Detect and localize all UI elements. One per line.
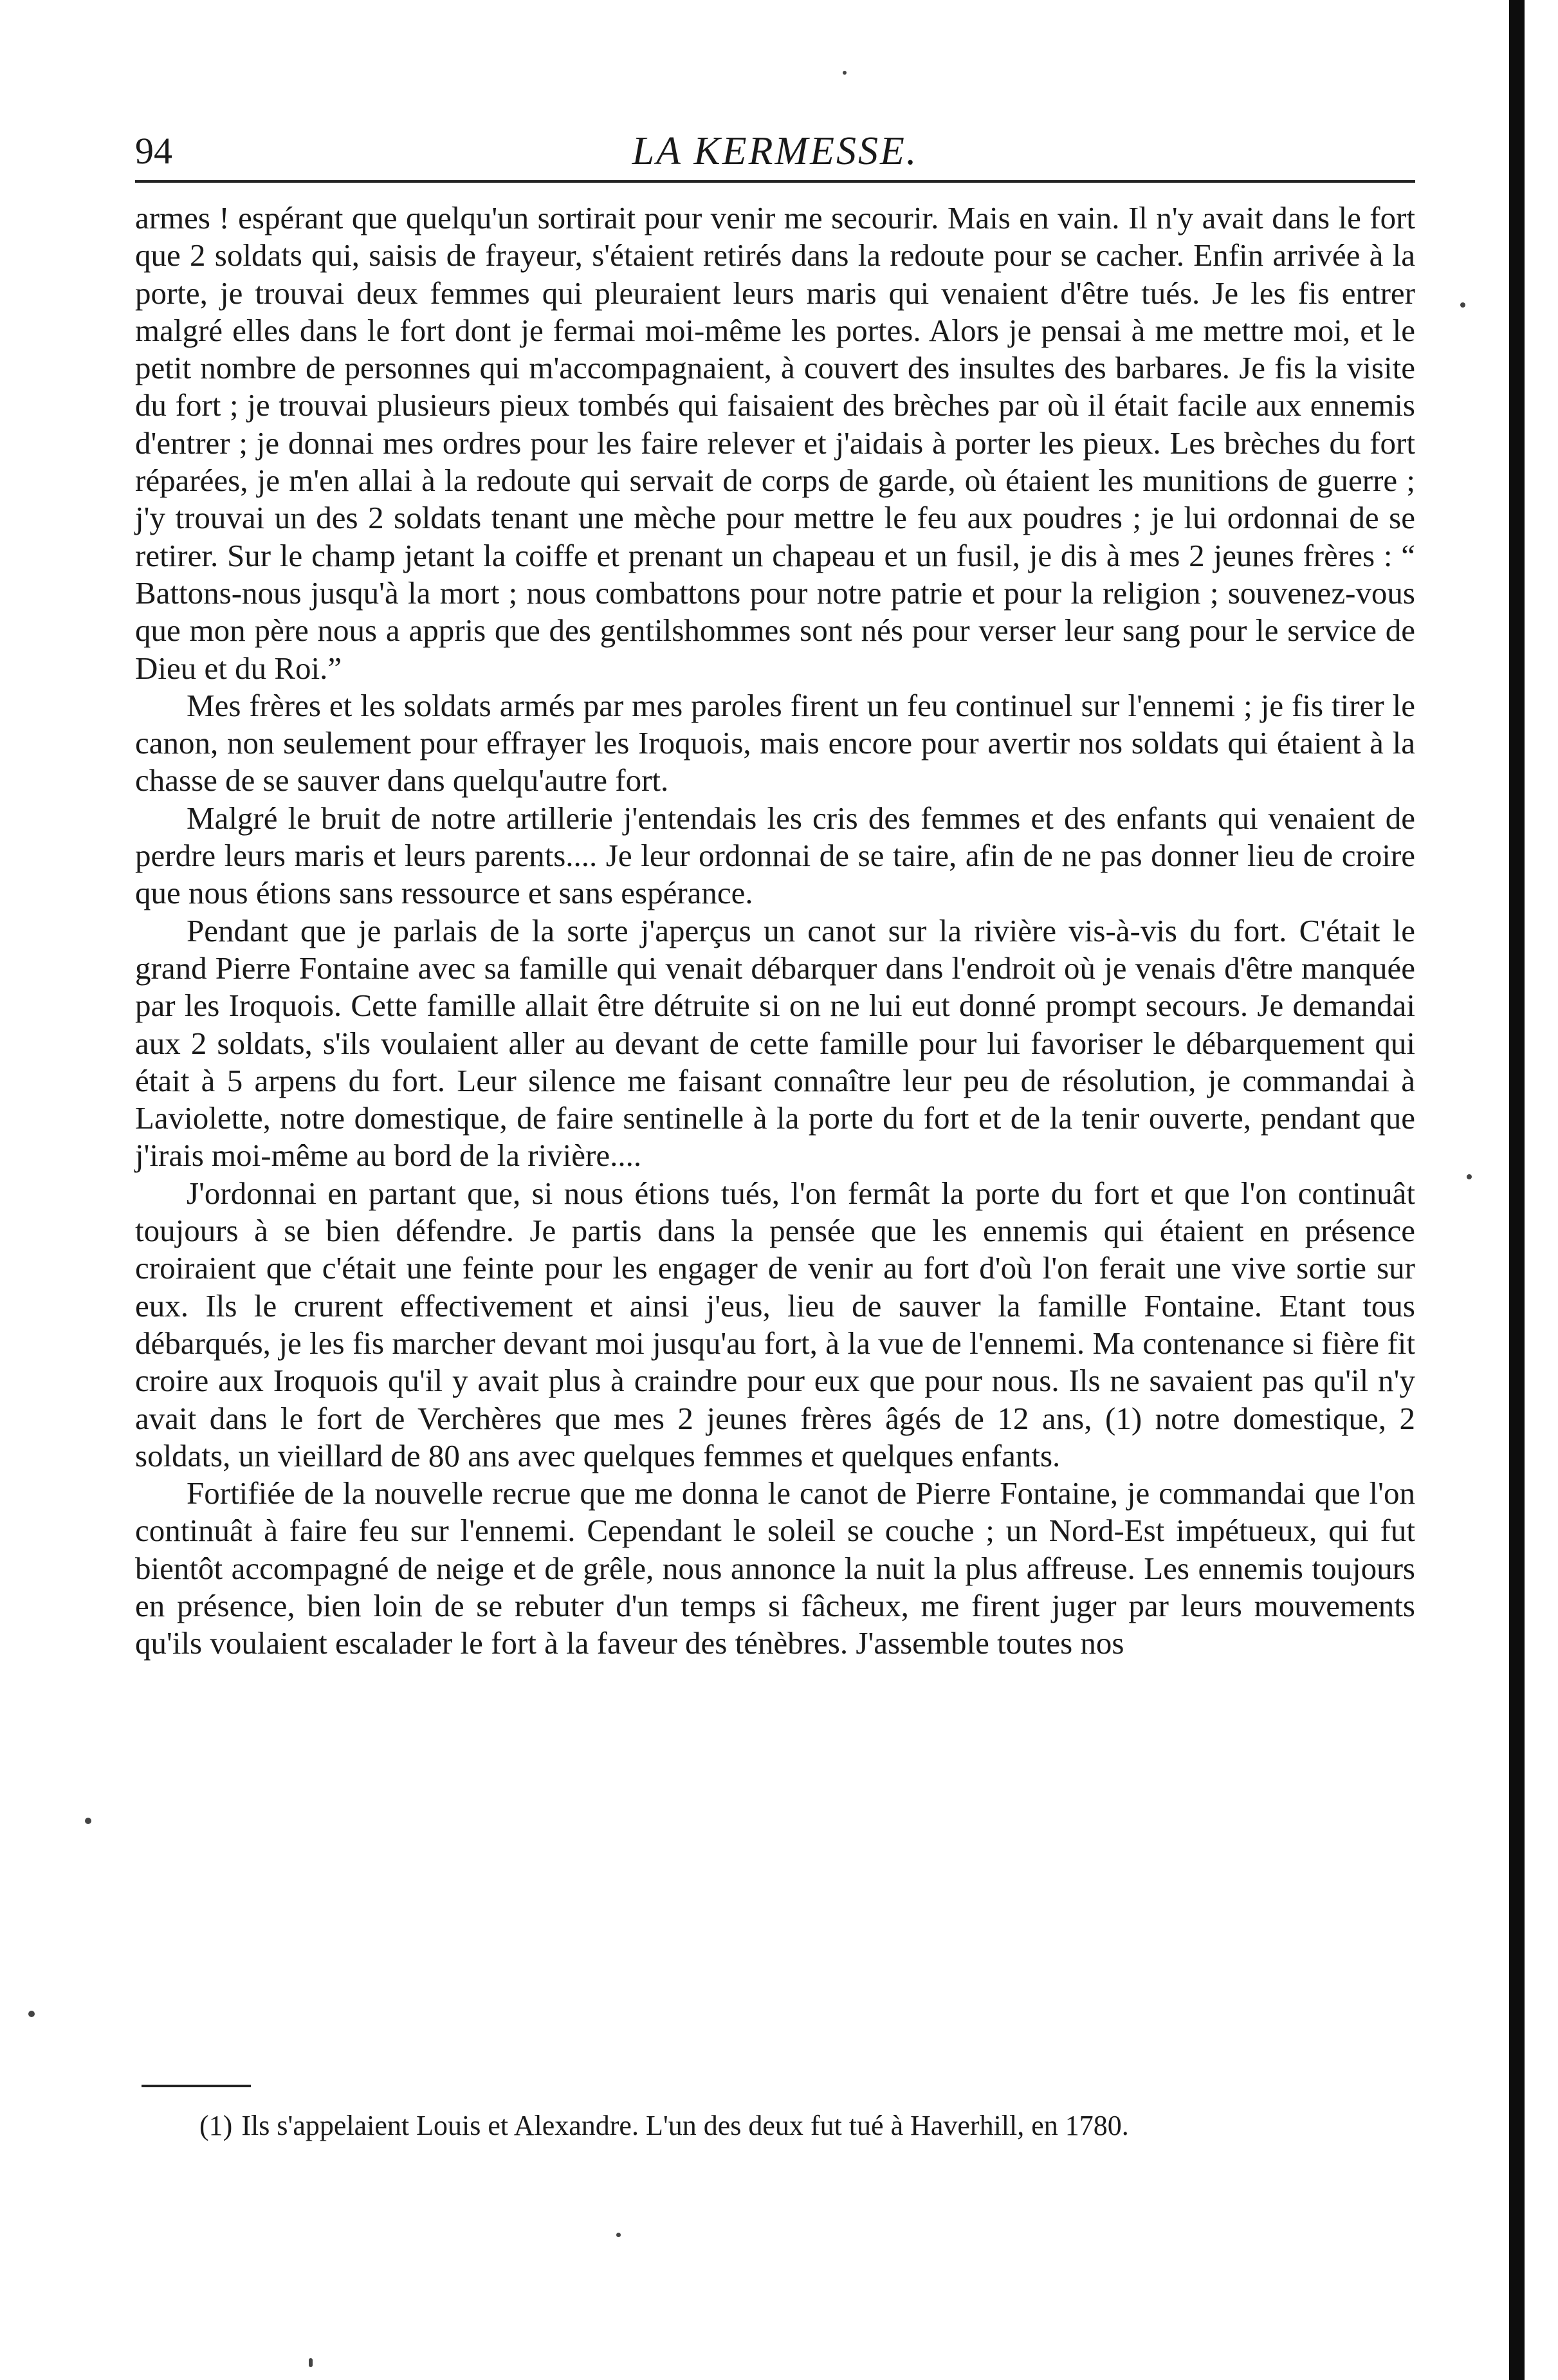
scan-edge-bar [1509, 0, 1525, 2380]
running-title: LA KERMESSE. [632, 129, 919, 173]
scan-speck [85, 1818, 91, 1824]
scan-speck [1460, 302, 1465, 308]
paragraph: Fortifiée de la nouvelle recrue que me donna le canot de Pierre Fontaine, je commandai que l'on continuât à faire feu sur l'ennemi. Cependant le soleil se couche ; un Nord-Est impétueux, qui fut bientôt accompagné de neige et de grêle, nous annonce la nuit la plus affreuse. Les ennemis toujours en présence, bien loin de se rebuter d'un temps si fâcheux, me firent juger par leurs mouvements qu'ils voulaient escalader le fort à la faveur des ténèbres. J'assemble toutes nos [135, 1475, 1415, 1661]
footnote [199, 2107, 1415, 2145]
scan-speck [843, 71, 847, 75]
scan-speck [616, 2233, 621, 2237]
scan-speck [309, 2358, 313, 2367]
page-number: 94 [135, 130, 172, 172]
footnote-text: Ils s'appelaient Louis et Alexandre. L'un des deux fut tué à Haverhill, en 1780. [241, 2110, 1129, 2141]
paragraph: J'ordonnai en partant que, si nous étions tués, l'on fermât la porte du fort et que l'on continuât toujours à se bien défendre. Je partis dans la pensée que les ennemis qui étaient en présence croiraient que c'était une feinte pour les engager de venir au fort d'où l'on ferait une vive sortie sur eux. Ils le crurent effectivement et ainsi j'eus, lieu de sauver la famille Fontaine. Etant tous débarqués, je les fis marcher devant moi jusqu'au fort, à la vue de l'ennemi. Ma contenance si fière fit croire aux Iroquois qu'il y avait plus à craindre pour eux que pour nous. Ils ne savaient pas qu'il n'y avait dans le fort de Verchères que mes 2 jeunes frères âgés de 12 ans, (1) notre domestique, 2 soldats, un vieillard de 80 ans avec quelques femmes et quelques enfants. [135, 1175, 1415, 1473]
paragraph: armes ! espérant que quelqu'un sortirait pour venir me secourir. Mais en vain. Il n'y avait dans le fort que 2 soldats qui, saisis de frayeur, s'étaient retirés dans la redoute pour se cacher. Enfin arrivée à la porte, je trouvai deux femmes qui pleuraient leurs maris qui venaient d'être tués. Je les fis entrer malgré elles dans le fort dont je fermai moi-même les portes. Alors je pensai à me mettre moi, et le petit nombre de personnes qui m'accompagnaient, à couvert des insultes des barbares. Je fis la visite du fort ; je trouvai plusieurs pieux tombés qui faisaient des brèches par où il était facile aux ennemis d'entrer ; je donnai mes ordres pour les faire relever et j'aidais à porter les pieux. Les brèches du fort réparées, je m'en allai à la redoute qui servait de corps de garde, où étaient les munitions de guerre ; j'y trouvai un des 2 soldats tenant une mèche pour mettre le feu aux poudres ; je lui ordonnai de se retirer. Sur le champ jetant la coiffe et prenant un chapeau et un fusil, je dis à mes 2 jeunes frères : “ Battons-nous jusqu'à la mort ; nous combattons pour notre patrie et pour la religion ; souvenez-vous que mon père nous a appris que des gentilshommes sont nés pour verser leur sang pour le service de Dieu et du Roi.” [135, 200, 1415, 686]
footnote-marker: (1) [199, 2110, 233, 2141]
paragraph: Mes frères et les soldats armés par mes paroles firent un feu continuel sur l'ennemi ; je fis tirer le canon, non seulement pour effrayer les Iroquois, mais encore pour avertir nos soldats qui étaient à la chasse de se sauver dans quelqu'autre fort. [135, 687, 1415, 798]
paragraph: Malgré le bruit de notre artillerie j'entendais les cris des femmes et des enfants qui venaient de perdre leurs maris et leurs parents.... Je leur ordonnai de se taire, afin de ne pas donner lieu de croire que nous étions sans ressource et sans espérance. [135, 800, 1415, 911]
body-text [135, 199, 1415, 1663]
page-header [135, 122, 1415, 180]
header-rule [135, 180, 1415, 183]
footnote-rule [142, 2085, 251, 2087]
scan-speck [28, 2011, 35, 2017]
paragraph: Pendant que je parlais de la sorte j'aperçus un canot sur la rivière vis-à-vis du fort. C'était le grand Pierre Fontaine avec sa famille qui venait débarquer dans l'endroit où je venais d'être manquée par les Iroquois. Cette famille allait être détruite si on ne lui eut donné prompt secours. Je demandai aux 2 soldats, s'ils voulaient aller au devant de cette famille pour lui favoriser le débarquement qui était à 5 arpens du fort. Leur silence me faisant connaître leur peu de résolution, je commandai à Laviolette, notre domestique, de faire sentinelle à la porte du fort et de la tenir ouverte, pendant que j'irais moi-même au bord de la rivière.... [135, 912, 1415, 1174]
scan-speck [1467, 1174, 1472, 1179]
